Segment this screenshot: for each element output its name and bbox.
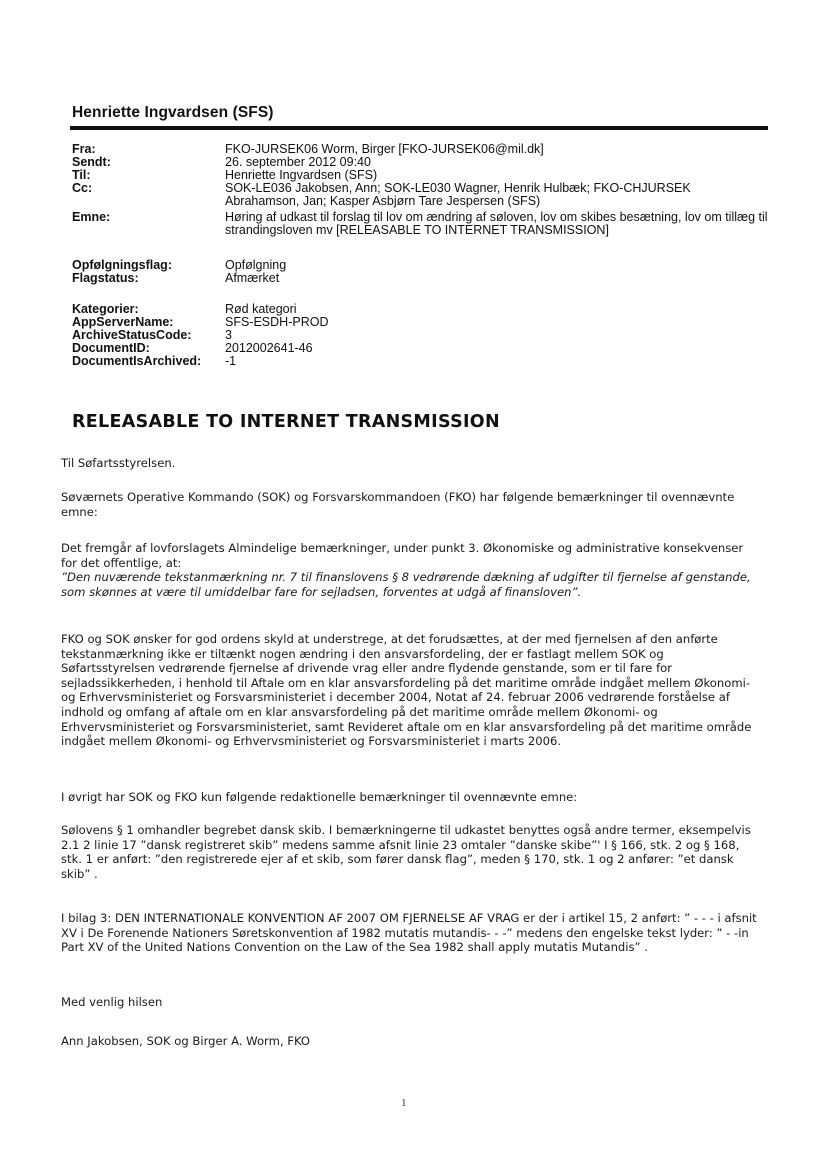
header-key: Cc: — [72, 181, 93, 195]
header-value: SFS-ESDH-PROD — [225, 315, 329, 329]
intro-paragraph: Søværnets Operative Kommando (SOK) og Forsvarskommandoen (FKO) har følgende bemærkninger til ovennævnte emne: — [61, 490, 735, 519]
header-value: Høring af udkast til forslag til lov om ændring af søloven, lov om skibes besætning, lov om tillæg til strandingsloven mv [RELEASABLE TO INTERNET TRANSMISSION] — [225, 210, 768, 237]
paragraph-1 — [61, 541, 761, 599]
sender-name: Henriette Ingvardsen (SFS) — [72, 104, 274, 121]
header-value: Henriette Ingvardsen (SFS) — [225, 168, 378, 182]
header-value: Afmærket — [225, 271, 280, 285]
header-value: 3 — [225, 328, 232, 342]
header-divider — [70, 126, 768, 130]
header-value: Opfølgning — [225, 258, 287, 272]
header-value: 26. september 2012 09:40 — [225, 155, 371, 169]
closing: Med venlig hilsen — [61, 995, 163, 1009]
header-key: Kategorier: — [72, 302, 139, 316]
page-number: 1 — [401, 1097, 407, 1109]
header-key: Fra: — [72, 142, 96, 156]
paragraph-5: I bilag 3: DEN INTERNATIONALE KONVENTION AF 2007 OM FJERNELSE AF VRAG er der i artikel 15, 2 anført: ” - - - i afsnit XV i De Forenende Nationers Søretskonvention af 1982 mutatis mutandis- - -” medens den engelske tekst lyder: ” - -in Part XV of the United Nations Convention on the Law of the Sea 1982 shall apply mutatis Mutandis” . — [61, 911, 757, 955]
header-value: SOK-LE036 Jakobsen, Ann; SOK-LE030 Wagner, Henrik Hulbæk; FKO-CHJURSEK Abrahamson, Jan; Kasper Asbjørn Tare Jespersen (SFS) — [225, 181, 691, 208]
header-key: DocumentIsArchived: — [72, 354, 202, 368]
paragraph-3: I øvrigt har SOK og FKO kun følgende redaktionelle bemærkninger til ovennævnte emne: — [61, 790, 578, 804]
header-key: Til: — [72, 168, 91, 182]
header-key: DocumentID: — [72, 341, 150, 355]
header-key: ArchiveStatusCode: — [72, 328, 192, 342]
paragraph-1-quote: ”Den nuværende tekstanmærkning nr. 7 til finanslovens § 8 vedrørende dækning af udgifter til fjernelse af genstande, som skønnes at være til umiddelbar fare for sejladsen, forventes at udgå af finansloven”. — [61, 570, 751, 599]
header-value: 2012002641-46 — [225, 341, 313, 355]
paragraph-4: Sølovens § 1 omhandler begrebet dansk skib. I bemærkningerne til udkastet benyttes også andre termer, eksempelvis 2.1 2 linie 17 ”dansk registreret skib” medens samme afsnit linie 23 omtaler ”danske skibe”' I § 166, stk. 2 og § 168, stk. 1 er anført: ”den registrerede ejer af et skib, som fører dansk flag”, meden § 170, stk. 1 og 2 anfører: ”et dansk skib” . — [61, 823, 751, 881]
header-key: Opfølgningsflag: — [72, 258, 172, 272]
signature: Ann Jakobsen, SOK og Birger A. Worm, FKO — [61, 1034, 311, 1048]
header-key: Emne: — [72, 210, 111, 224]
document-title: RELEASABLE TO INTERNET TRANSMISSION — [72, 412, 500, 432]
header-key: Flagstatus: — [72, 271, 139, 285]
header-key: AppServerName: — [72, 315, 174, 329]
header-key: Sendt: — [72, 155, 111, 169]
greeting: Til Søfartsstyrelsen. — [61, 456, 176, 470]
paragraph-2: FKO og SOK ønsker for god ordens skyld at understrege, at det forudsættes, at der med fjernelsen af den anførte tekstanmærkning ikke er tiltænkt nogen ændring i den ansvarsfordeling, der er fastlagt mellem SOK og Søfartsstyrelsen vedrørende fjernelse af drivende vrag eller andre flydende genstande, som er til fare for sejladssikkerheden, i henhold til Aftale om en klar ansvarsfordeling på det maritime område indgået mellem Økonomi- og Erhvervsministeriet og Forsvarsministeriet i december 2004, Notat af 24. februar 2006 vedrørende forståelse af indhold og omfang af aftale om en klar ansvarsfordeling på det maritime område mellem Økonomi- og Erhvervsministeriet og Forsvarsministeriet, samt Revideret aftale om en klar ansvarsfordeling på det maritime område indgået mellem Økonomi- og Erhvervsministeriet og Forsvarsministeriet i marts 2006. — [61, 632, 752, 749]
header-value: Rød kategori — [225, 302, 297, 316]
header-value: -1 — [225, 354, 237, 368]
paragraph-1-text: Det fremgår af lovforslagets Almindelige bemærkninger, under punkt 3. Økonomiske og administrative konsekvenser for det offentlige, at: — [61, 541, 744, 570]
header-value: FKO-JURSEK06 Worm, Birger [FKO-JURSEK06@mil.dk] — [225, 142, 544, 156]
